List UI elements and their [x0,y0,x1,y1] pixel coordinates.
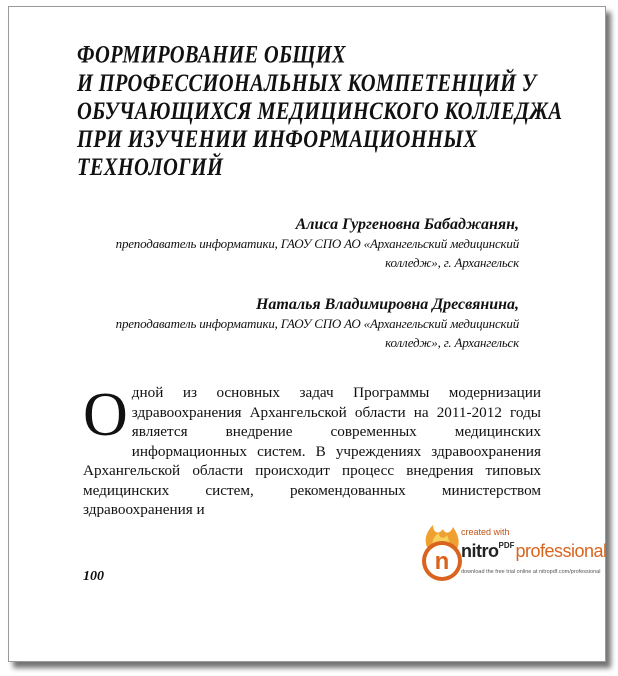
watermark-brand-main: nitro [461,541,499,561]
title-line: ТЕХНОЛОГИЙ [77,154,224,182]
drop-cap: О [83,381,128,449]
title-line: И ПРОФЕССИОНАЛЬНЫХ КОМПЕТЕНЦИЙ У [77,70,537,97]
watermark-brand [461,541,607,562]
svg-text:n: n [434,548,450,575]
title-line: ФОРМИРОВАНИЕ ОБЩИХ [77,42,346,69]
author-position-line: преподаватель информатики, ГАОУ СПО АО «Архангельский медицинский [115,236,519,251]
author-position-line: преподаватель информатики, ГАОУ СПО АО «Архангельский медицинский [115,316,519,331]
author-name: Алиса Гургеновна Бабаджанян, [295,216,519,233]
author-position-line: колледж», г. Архангельск [385,255,519,270]
article-title [77,42,563,182]
page-number: 100 [83,569,104,584]
author-block [99,295,519,352]
author-position [99,314,519,352]
watermark-tagline: download the free trial online at nitropdf.com/professional [461,569,601,575]
author-name: Наталья Владимировна Дресвянина, [255,296,519,313]
author-block [99,215,519,272]
watermark-created-with: created with [461,527,510,537]
title-line: ПРИ ИЗУЧЕНИИ ИНФОРМАЦИОННЫХ [77,126,478,154]
nitro-logo-icon [417,523,467,585]
body-paragraph: дной из основных задач Программы модернизации здравоохранения Архангельской области на 2011-2012 годы является внедрение современных медицинских информационных систем. В учреждениях здравоохранения Архангельской области происходит процесс внедрения типовых медицинских систем, рекомендованных министерством здравоохранения и [83,384,541,518]
document-page [8,6,606,662]
author-position [99,234,519,272]
title-line: ОБУЧАЮЩИХСЯ МЕДИЦИНСКОГО КОЛЛЕДЖА [77,98,563,125]
article-body [83,381,541,518]
watermark-brand-suffix: professional [515,541,607,561]
author-position-line: колледж», г. Архангельск [385,335,519,350]
nitro-watermark [417,515,607,605]
watermark-brand-sup: PDF [498,541,515,550]
